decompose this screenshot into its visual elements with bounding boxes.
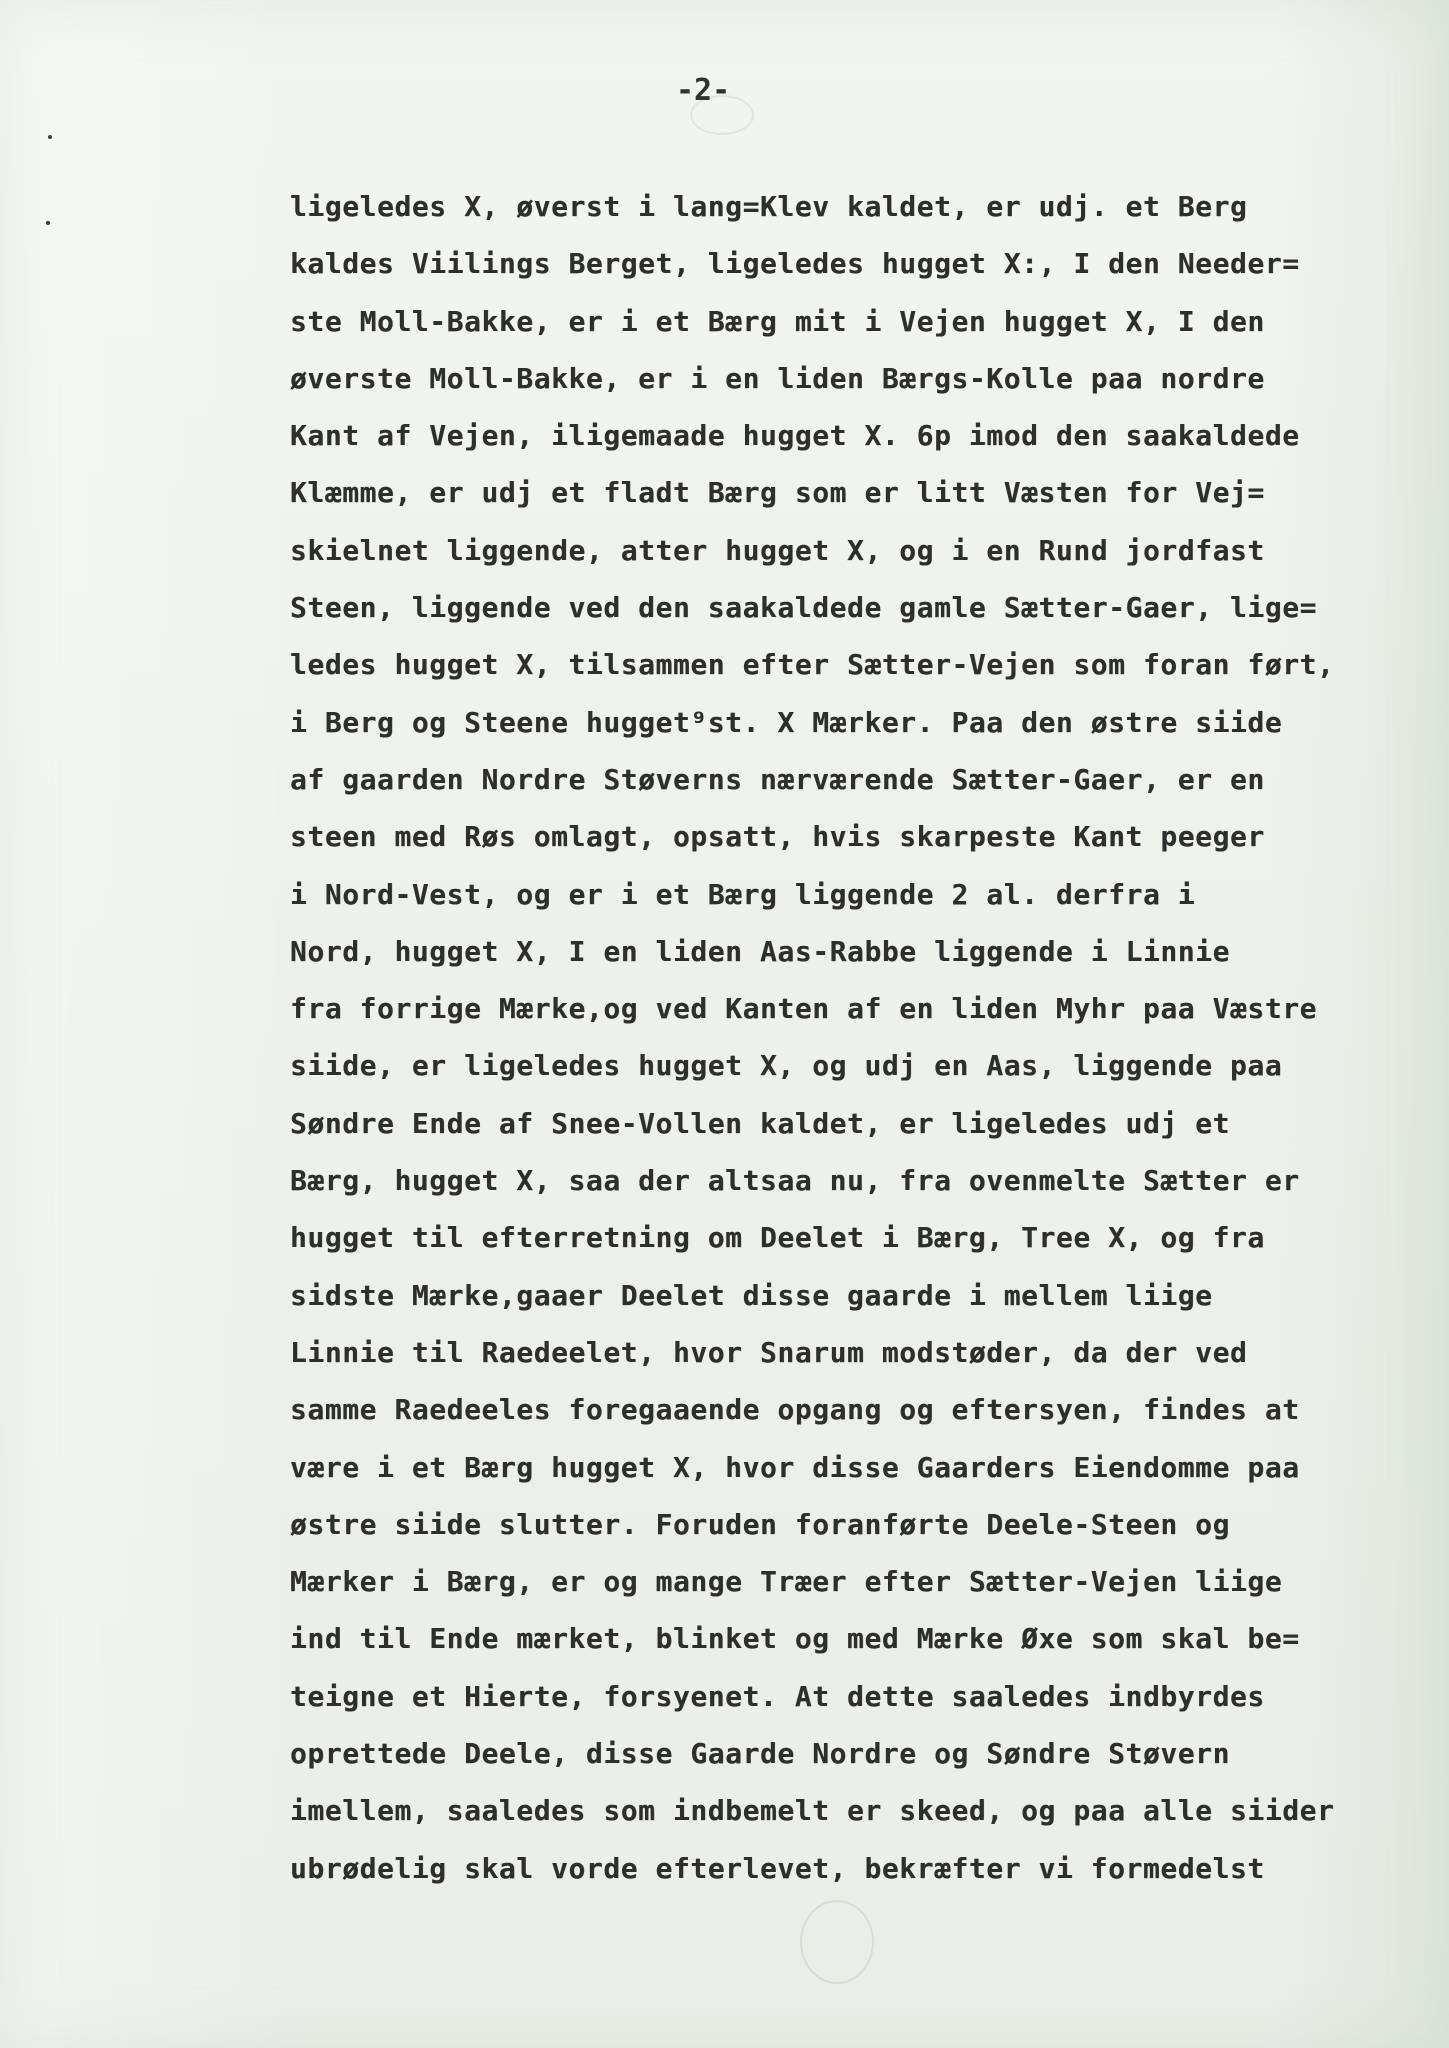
text-line: kaldes Viilings Berget, ligeledes hugget X:, I den Needer= [290,247,1300,281]
text-line: steen med Røs omlagt, opsatt, hvis skarpeste Kant peeger [290,820,1265,854]
text-line: østre siide slutter. Foruden foranførte Deele-Steen og [290,1507,1231,1541]
margin-dot [48,135,52,139]
text-line: imellem, saaledes som indbemelt er skeed, og paa alle siider [290,1794,1335,1828]
text-line: være i et Bærg hugget X, hvor disse Gaarders Eiendomme paa [290,1450,1300,1484]
text-line: hugget til efterretning om Deelet i Bærg, Tree X, og fra [290,1221,1265,1255]
text-line: siide, er ligeledes hugget X, og udj en Aas, liggende paa [290,1049,1283,1083]
text-line: fra forrige Mærke,og ved Kanten af en liden Myhr paa Væstre [290,992,1318,1026]
text-line: af gaarden Nordre Støverns nærværende Sætter-Gaer, er en [290,762,1265,796]
text-line: ledes hugget X, tilsammen efter Sætter-Vejen som foran ført, [290,648,1335,682]
text-line: ligeledes X, øverst i lang=Klev kaldet, er udj. et Berg [290,190,1248,223]
text-line: teigne et Hierte, forsyenet. At dette saaledes indbyrdes [290,1679,1265,1713]
text-line: Steen, liggende ved den saakaldede gamle Sætter-Gaer, lige= [290,591,1318,625]
text-line: ste Moll-Bakke, er i et Bærg mit i Vejen hugget X, I den [290,304,1265,338]
text-line: Linnie til Raedeelet, hvor Snarum modstøder, da der ved [290,1335,1248,1369]
text-line: Kant af Vejen, iligemaade hugget X. 6p imod den saakaldede [290,419,1300,453]
text-line: Søndre Ende af Snee-Vollen kaldet, er ligeledes udj et [290,1106,1231,1140]
text-line: Mærker i Bærg, er og mange Træer efter Sætter-Vejen liige [290,1565,1283,1599]
text-line: Bærg, hugget X, saa der altsaa nu, fra ovenmelte Sætter er [290,1164,1300,1198]
text-line: i Berg og Steene hugget⁹st. X Mærker. Paa den østre siide [290,705,1283,739]
text-line: oprettede Deele, disse Gaarde Nordre og Søndre Støvern [290,1737,1231,1771]
text-line: Klæmme, er udj et fladt Bærg som er litt Væsten for Vej= [290,476,1265,510]
text-line: øverste Moll-Bakke, er i en liden Bærgs-Kolle paa nordre [290,361,1265,395]
text-line: ubrødelig skal vorde efterlevet, bekræfter vi formedelst [290,1851,1265,1885]
text-line: ind til Ende mærket, blinket og med Mærke Øxe som skal be= [290,1622,1300,1656]
text-line: samme Raedeeles foregaaende opgang og eftersyen, findes at [290,1393,1300,1427]
margin-dot [46,221,50,225]
text-line: i Nord-Vest, og er i et Bærg liggende 2 al. derfra i [290,877,1196,911]
faint-show-through-mark [800,1900,874,1984]
text-line: sidste Mærke,gaaer Deelet disse gaarde i mellem liige [290,1278,1213,1312]
typed-text-body [290,178,1334,1897]
text-line: skielnet liggende, atter hugget X, og i en Rund jordfast [290,533,1265,567]
text-line: Nord, hugget X, I en liden Aas-Rabbe liggende i Linnie [290,934,1231,968]
page-number: -2- [676,73,731,108]
